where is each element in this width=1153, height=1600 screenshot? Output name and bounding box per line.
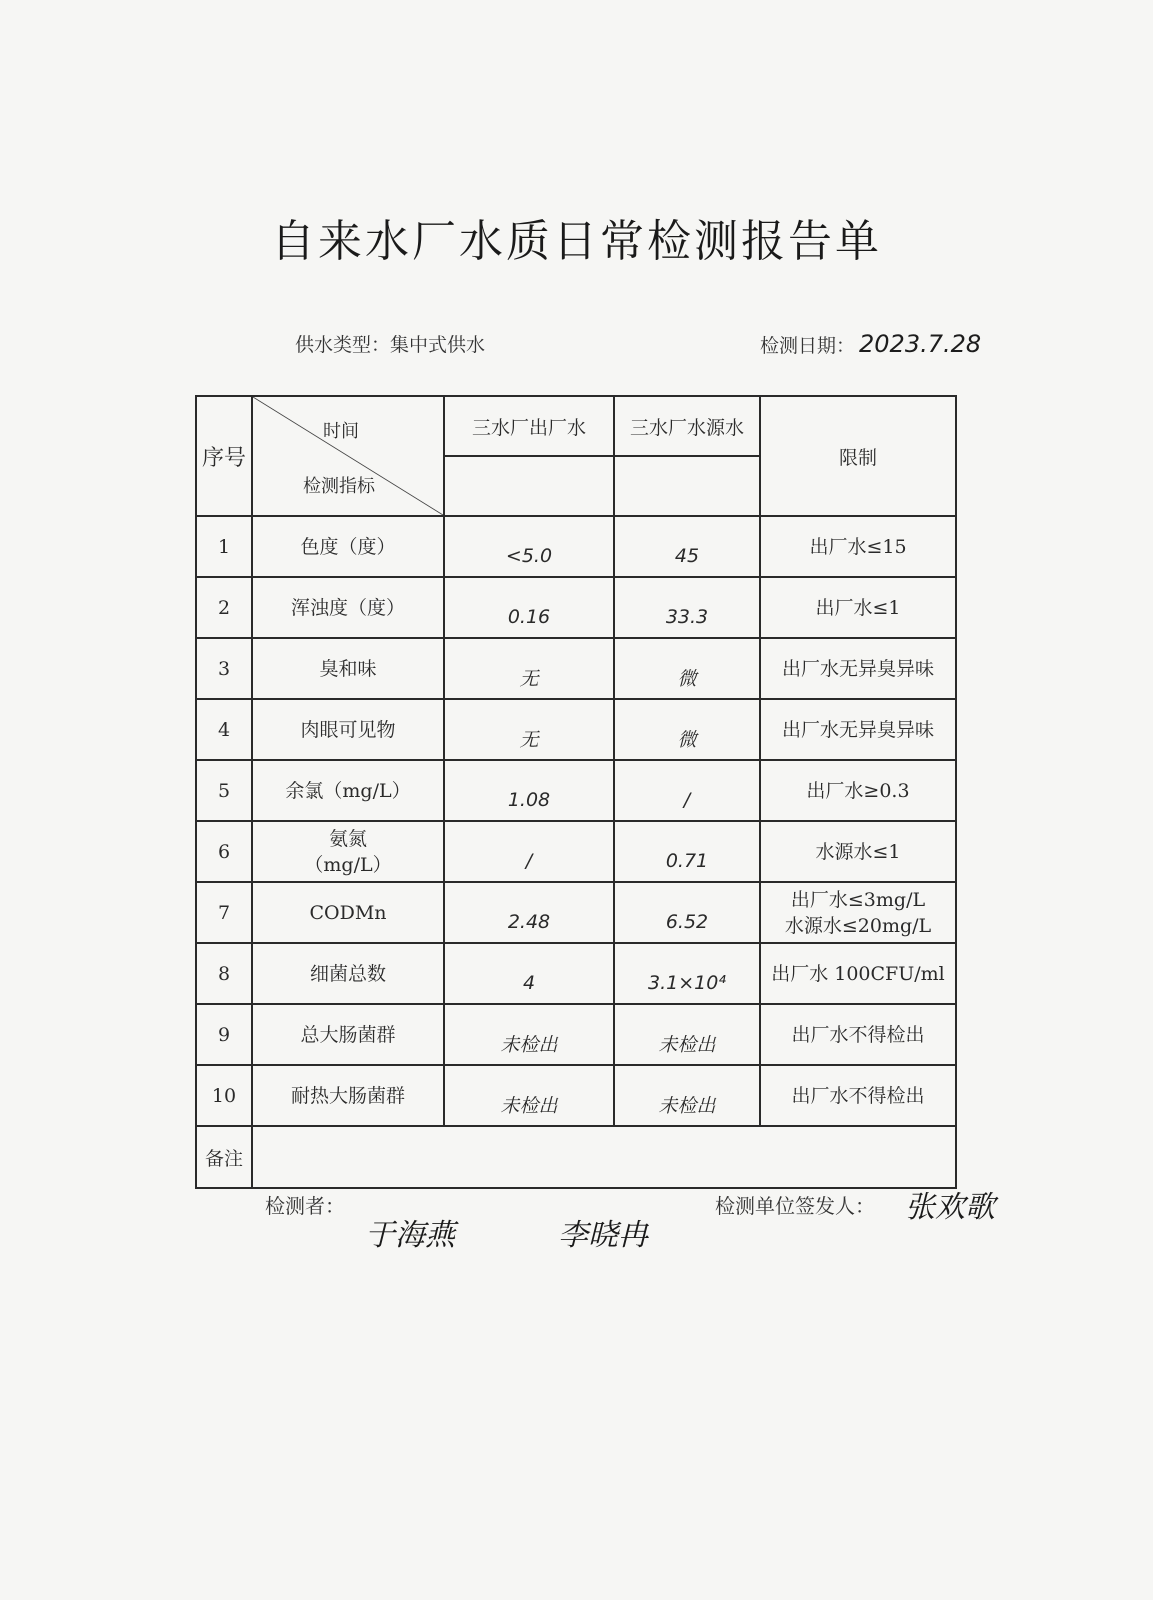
row-indicator: 浑浊度（度） [252,577,444,638]
table-row [196,577,956,638]
source-value-text: 6.52 [665,910,709,933]
row-source-value [614,638,760,699]
row-number: 5 [196,760,252,821]
row-limit: 出厂水≤15 [760,516,956,577]
row-limit: 出厂水≤3mg/L 水源水≤20mg/L [760,882,956,943]
table-row [196,882,956,943]
row-number: 1 [196,516,252,577]
row-source-value [614,943,760,1004]
row-source-value [614,577,760,638]
outlet-value-text: 2.48 [507,910,551,933]
header-source-blank [614,456,760,516]
row-source-value [614,821,760,882]
source-value-text: 未检出 [658,1095,716,1117]
table-row [196,821,956,882]
row-limit: 出厂水不得检出 [760,1004,956,1065]
source-value-text: 未检出 [658,1034,716,1056]
report-title: 自来水厂水质日常检测报告单 [271,216,882,267]
row-number: 9 [196,1004,252,1065]
test-date-label: 检测日期： [760,335,856,357]
table-row [196,1065,956,1126]
row-outlet-value [444,1065,614,1126]
issuer-label: 检测单位签发人： [715,1194,875,1218]
row-limit: 出厂水≥0.3 [760,760,956,821]
row-indicator: CODMn [252,882,444,943]
report-table [195,395,957,1189]
table-row [196,516,956,577]
header-indicator: 检测指标 [303,476,375,497]
supply-type-value: 集中式供水 [390,334,486,356]
row-outlet-value [444,699,614,760]
row-limit: 水源水≤1 [760,821,956,882]
header-outlet-blank [444,456,614,516]
tester-signature-1: 于海燕 [365,1218,455,1253]
header-source-water: 三水厂水源水 [614,396,760,456]
row-number: 3 [196,638,252,699]
row-number: 6 [196,821,252,882]
row-number: 10 [196,1065,252,1126]
table-row [196,943,956,1004]
row-indicator: 耐热大肠菌群 [252,1065,444,1126]
outlet-value-text: 4 [522,971,536,994]
source-value-text: / [683,788,691,811]
issuer-signature: 张欢歌 [905,1190,995,1225]
header-outlet-water: 三水厂出厂水 [444,396,614,456]
outlet-value-text: 未检出 [500,1095,558,1117]
row-limit: 出厂水无异臭异味 [760,638,956,699]
outlet-value-text: 无 [519,729,539,751]
source-value-text: 33.3 [665,605,709,628]
test-date [760,330,981,358]
row-outlet-value [444,760,614,821]
row-indicator: 肉眼可见物 [252,699,444,760]
remarks-content [252,1126,956,1188]
tester-signature-2: 李晓冉 [558,1218,648,1253]
header-limit: 限制 [760,396,956,516]
row-outlet-value [444,821,614,882]
row-outlet-value [444,516,614,577]
test-date-value: 2023.7.28 [859,330,982,358]
source-value-text: 微 [677,668,697,690]
row-number: 7 [196,882,252,943]
supply-type [295,330,485,357]
row-outlet-value [444,943,614,1004]
row-limit: 出厂水不得检出 [760,1065,956,1126]
row-source-value [614,760,760,821]
row-limit: 出厂水无异臭异味 [760,699,956,760]
row-indicator: 细菌总数 [252,943,444,1004]
outlet-value-text: 0.16 [507,605,551,628]
source-value-text: 3.1×10⁴ [648,971,726,994]
outlet-value-text: <5.0 [505,544,553,567]
row-indicator: 余氯（mg/L） [252,760,444,821]
outlet-value-text: 1.08 [507,788,551,811]
remarks-label: 备注 [196,1126,252,1188]
source-value-text: 45 [674,544,700,567]
table-row [196,760,956,821]
row-outlet-value [444,638,614,699]
header-diagonal-cell [252,396,444,516]
table-row [196,1004,956,1065]
row-source-value [614,882,760,943]
row-indicator: 臭和味 [252,638,444,699]
row-number: 2 [196,577,252,638]
header-time: 时间 [323,421,359,442]
outlet-value-text: 无 [519,668,539,690]
row-source-value [614,1065,760,1126]
row-limit: 出厂水 100CFU/ml [760,943,956,1004]
outlet-value-text: / [525,849,533,872]
outlet-value-text: 未检出 [500,1034,558,1056]
source-value-text: 微 [677,729,697,751]
row-indicator: 总大肠菌群 [252,1004,444,1065]
table-row [196,699,956,760]
row-source-value [614,516,760,577]
row-outlet-value [444,1004,614,1065]
row-indicator: 氨氮 （mg/L） [252,821,444,882]
supply-type-label: 供水类型： [295,334,391,356]
source-value-text: 0.71 [665,849,709,872]
row-outlet-value [444,882,614,943]
header-index: 序号 [196,396,252,516]
row-number: 4 [196,699,252,760]
row-source-value [614,699,760,760]
row-number: 8 [196,943,252,1004]
table-row [196,638,956,699]
remarks-row [196,1126,956,1188]
tester-label: 检测者： [265,1194,345,1218]
row-source-value [614,1004,760,1065]
row-limit: 出厂水≤1 [760,577,956,638]
row-outlet-value [444,577,614,638]
row-indicator: 色度（度） [252,516,444,577]
